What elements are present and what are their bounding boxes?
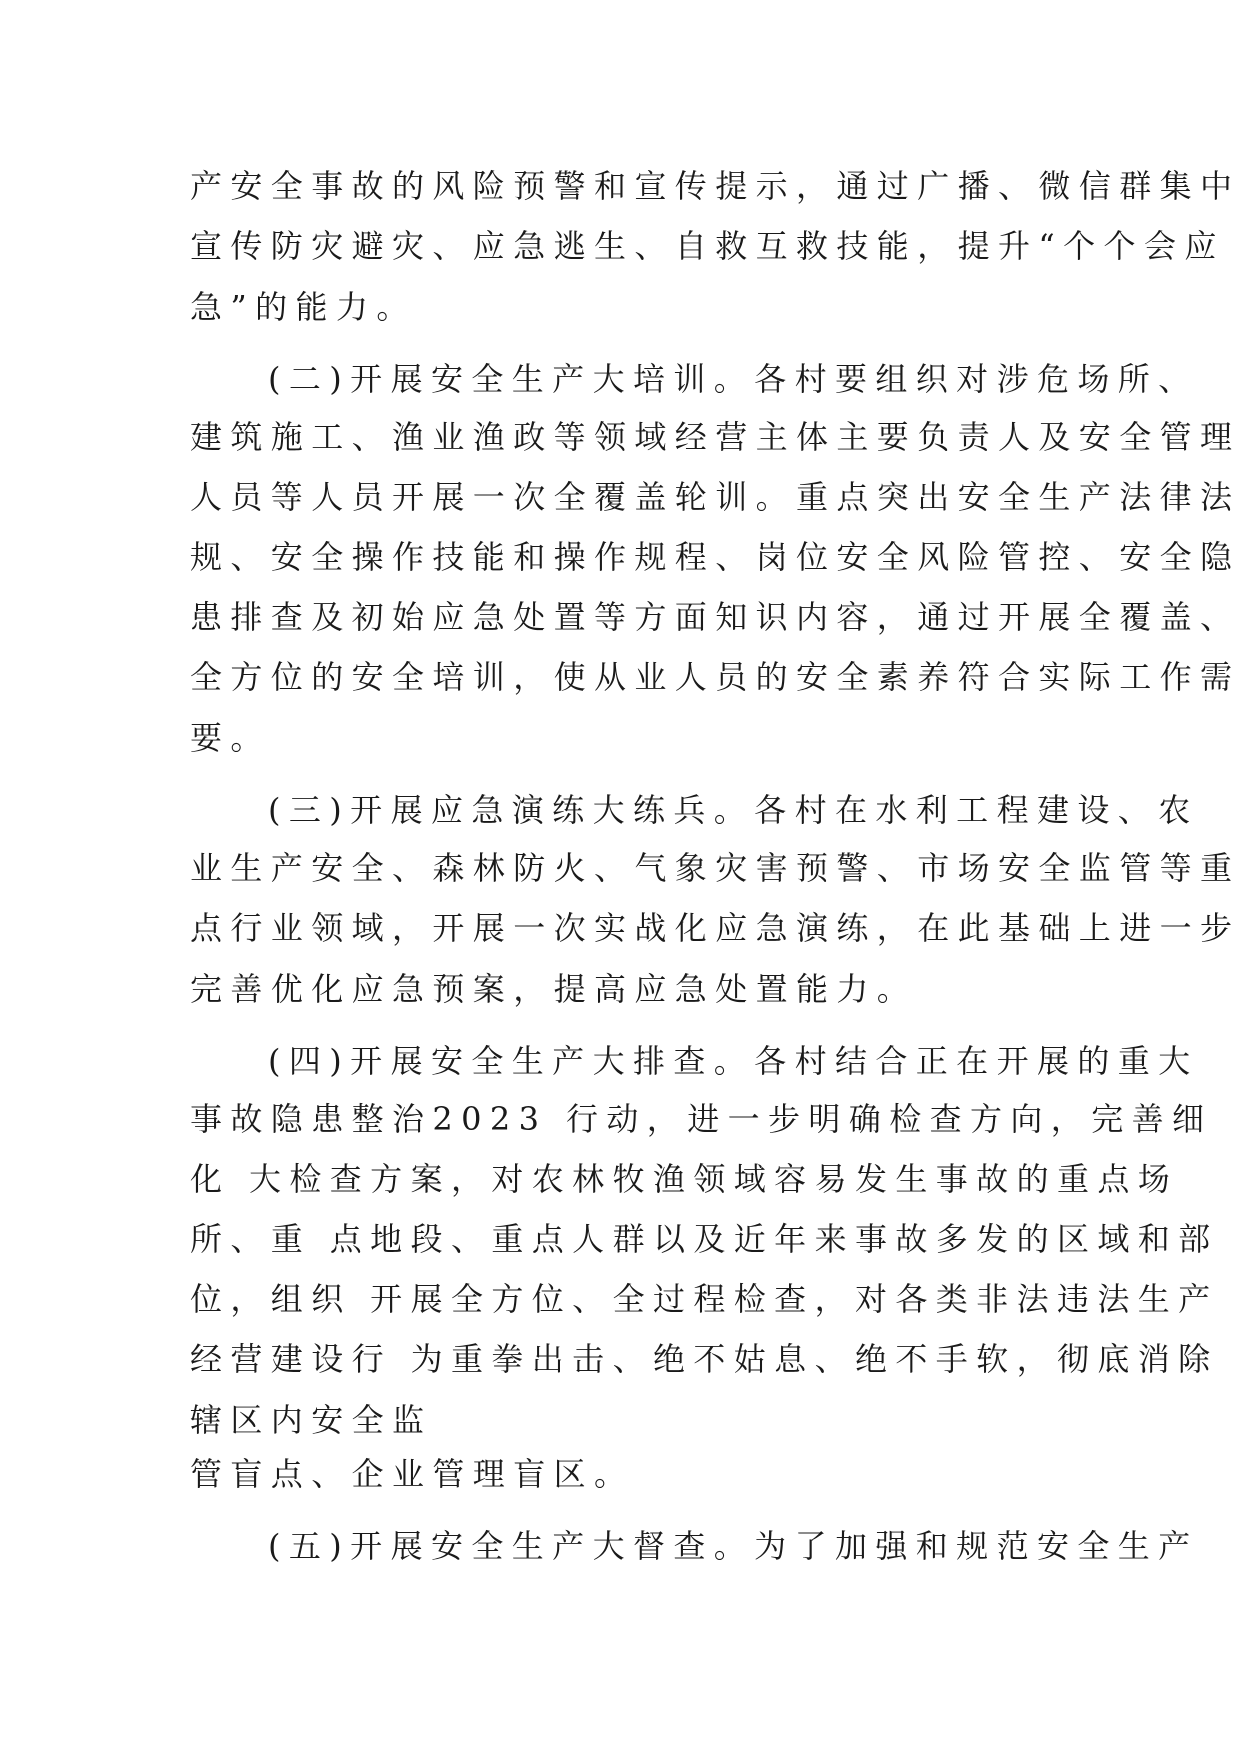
paragraph-4-line-8: 管盲点、企业管理盲区。 <box>190 1455 635 1493</box>
paragraph-3-line-3: 点行业领域，开展一次实战化应急演练，在此基础上进一步 <box>190 909 1240 947</box>
paragraph-1-line-1: 产安全事故的风险预警和宣传提示，通过广播、微信群集中 <box>190 167 1240 205</box>
paragraph-2-line-1: (二)开展安全生产大培训。各村要组织对涉危场所、 <box>268 360 1199 398</box>
paragraph-2-line-6: 全方位的安全培训，使从业人员的安全素养符合实际工作需 <box>190 658 1240 696</box>
paragraph-4-line-4: 所、重 点地段、重点人群以及近年来事故多发的区域和部 <box>190 1220 1219 1258</box>
paragraph-1-line-3: 急”的能力。 <box>190 288 417 326</box>
paragraph-5-line-1: (五)开展安全生产大督查。为了加强和规范安全生产 <box>268 1527 1199 1565</box>
paragraph-4-line-3: 化 大检查方案，对农林牧渔领域容易发生事故的重点场 <box>190 1160 1179 1198</box>
paragraph-3-line-2: 业生产安全、森林防火、气象灾害预警、市场安全监管等重 <box>190 849 1240 887</box>
paragraph-2-line-2: 建筑施工、渔业渔政等领域经营主体主要负责人及安全管理 <box>190 418 1240 456</box>
paragraph-3-line-1: (三)开展应急演练大练兵。各村在水利工程建设、农 <box>268 791 1199 829</box>
paragraph-1-line-2: 宣传防灾避灾、应急逃生、自救互救技能，提升“个个会应 <box>190 227 1225 265</box>
paragraph-2-line-5: 患排查及初始应急处置等方面知识内容，通过开展全覆盖、 <box>190 598 1240 636</box>
paragraph-2-line-4: 规、安全操作技能和操作规程、岗位安全风险管控、安全隐 <box>190 538 1240 576</box>
paragraph-4-line-2: 事故隐患整治2023 行动，进一步明确检查方向，完善细 <box>190 1100 1213 1138</box>
paragraph-4-line-6: 经营建设行 为重拳出击、绝不姑息、绝不手软，彻底消除 <box>190 1340 1219 1378</box>
paragraph-4-line-7: 辖区内安全监 <box>190 1401 433 1439</box>
paragraph-4-line-5: 位，组织 开展全方位、全过程检查，对各类非法违法生产 <box>190 1280 1219 1318</box>
paragraph-2-line-3: 人员等人员开展一次全覆盖轮训。重点突出安全生产法律法 <box>190 478 1240 516</box>
paragraph-3-line-4: 完善优化应急预案，提高应急处置能力。 <box>190 970 918 1008</box>
paragraph-4-line-1: (四)开展安全生产大排查。各村结合正在开展的重大 <box>268 1042 1199 1080</box>
paragraph-2-line-7: 要。 <box>190 719 271 757</box>
